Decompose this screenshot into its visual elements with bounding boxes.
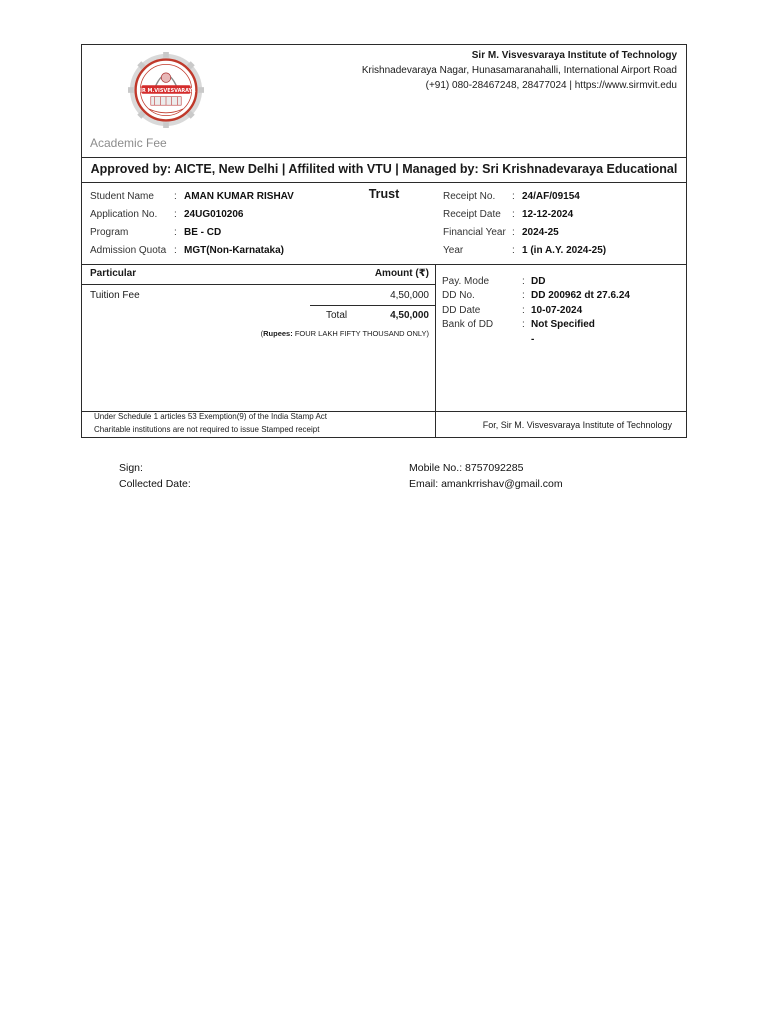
payment-value: DD 200962 dt 27.6.24 [531,290,630,302]
particular-item-amount: 4,50,000 [390,290,429,301]
detail-separator: : [512,190,515,202]
payment-row [442,303,630,318]
fee-section [82,264,686,412]
institute-logo [128,52,204,128]
email-address: Email: amankrrishav@gmail.com [409,478,563,490]
detail-row [443,241,606,259]
collected-date-label: Collected Date: [119,478,191,490]
stamp-note-line1: Under Schedule 1 articles 53 Exemption(9) of the India Stamp Act [94,412,328,421]
particulars-table [82,264,436,411]
particular-item-name: Tuition Fee [90,290,140,301]
detail-separator: : [512,226,515,238]
payment-row [442,332,630,347]
payment-row [442,289,630,304]
detail-value: 1 (in A.Y. 2024-25) [522,244,607,256]
payment-value: Not Specified [531,319,595,331]
payment-separator: : [522,290,525,302]
detail-label: Program [90,226,129,238]
total-amount: 4,50,000 [390,310,429,321]
payment-value: 10-07-2024 [531,304,583,316]
payment-value: DD [531,275,546,287]
payment-separator: : [522,304,525,316]
detail-row [90,223,294,241]
receipt-footer [82,411,686,437]
detail-value: AMAN KUMAR RISHAV [184,190,294,202]
payment-label: Bank of DD [442,319,494,331]
student-details-right [443,187,606,259]
detail-value: 2024-25 [522,226,559,238]
accreditation-banner: Approved by: AICTE, New Delhi | Affilited with VTU | Managed by: Sri Krishnadevaraya Educational Trust [82,157,686,183]
receipt-header [82,45,686,158]
detail-separator: : [174,190,177,202]
fee-receipt [81,44,687,438]
detail-separator: : [174,208,177,220]
detail-separator: : [174,244,177,256]
stamp-act-note [82,411,436,437]
detail-label: Application No. [90,208,158,220]
payment-separator: : [522,275,525,287]
stamp-note-line2: Charitable institutions are not required to issue Stamped receipt [94,425,320,434]
amount-words-prefix: Rupees: [263,329,293,338]
detail-label: Year [443,244,464,256]
detail-row [443,223,606,241]
detail-label: Receipt Date [443,208,501,220]
particular-column-header: Particular [90,268,137,279]
payment-label: DD Date [442,304,481,316]
payment-label: DD No. [442,290,475,302]
payment-label: Pay. Mode [442,275,490,287]
detail-row [90,187,294,205]
institute-info [362,48,677,93]
detail-separator: : [174,226,177,238]
detail-value: 24UG010206 [184,208,244,220]
detail-label: Student Name [90,190,154,202]
particulars-header [82,264,435,285]
detail-value: MGT(Non-Karnataka) [184,244,285,256]
detail-label: Receipt No. [443,190,496,202]
payment-separator: : [522,319,525,331]
svg-text:SIR M.VISVESVARAYA: SIR M.VISVESVARAYA [136,87,196,94]
payment-row [442,318,630,333]
sign-label: Sign: [119,462,143,474]
total-label: Total [326,310,348,321]
detail-label: Admission Quota [90,244,167,256]
mobile-number: Mobile No.: 8757092285 [409,462,524,474]
institute-address: Krishnadevaraya Nagar, Hunasamaranahalli, International Airport Road [361,65,677,76]
amount-in-words: (Rupees: FOUR LAKH FIFTY THOUSAND ONLY) [260,329,429,338]
amount-words-text: FOUR LAKH FIFTY THOUSAND ONLY [294,329,427,338]
detail-row [443,205,606,223]
signatory-text: For, Sir M. Visvesvaraya Institute of Technology [482,420,672,430]
student-details [82,182,686,265]
total-divider [310,305,435,306]
institute-name: Sir M. Visvesvaraya Institute of Technology [471,50,677,61]
detail-separator: : [512,208,515,220]
payment-details [442,274,630,347]
detail-value: 24/AF/09154 [522,190,580,202]
detail-value: 12-12-2024 [522,208,574,220]
detail-value: BE - CD [184,226,222,238]
fee-heading: Academic Fee [90,136,167,150]
detail-row [443,187,606,205]
institute-contact: (+91) 080-28467248, 28477024 | https://www.sirmvit.edu [425,80,677,91]
detail-row [90,205,294,223]
detail-label: Financial Year [443,226,506,238]
payment-extra: - [531,333,535,345]
detail-separator: : [512,244,515,256]
payment-row [442,274,630,289]
student-details-left [90,187,294,259]
amount-column-header: Amount (₹) [374,268,429,279]
detail-row [90,241,294,259]
